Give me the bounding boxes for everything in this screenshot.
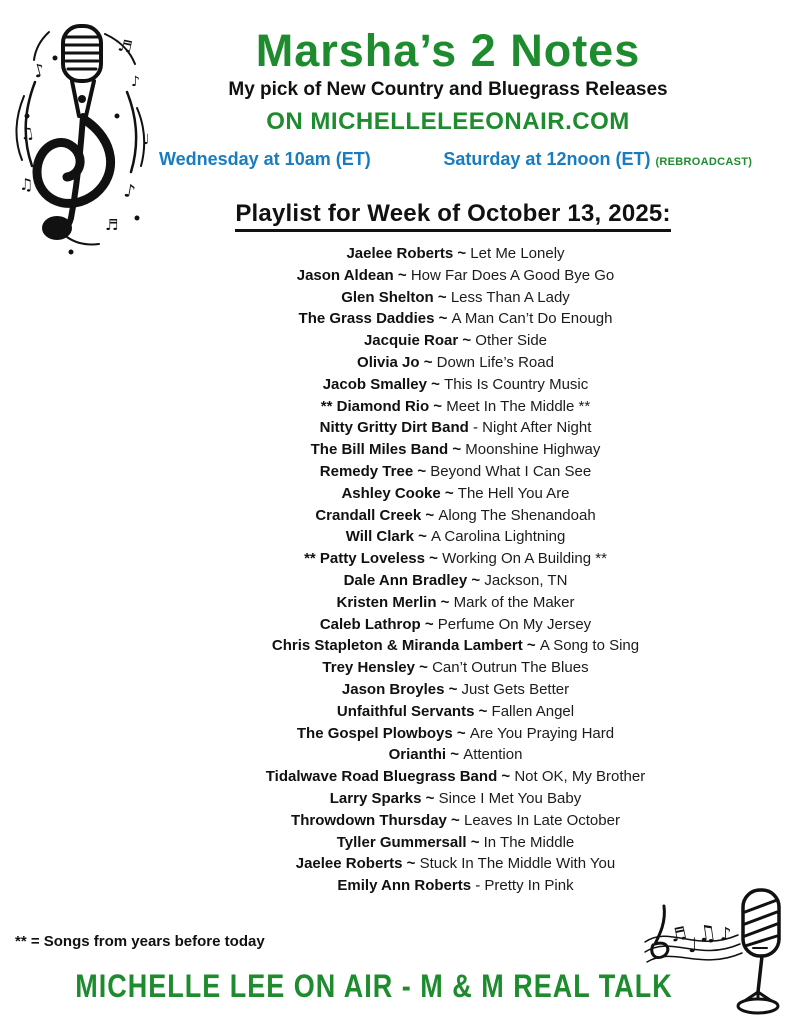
song-title: Night After Night bbox=[482, 419, 592, 437]
svg-text:♪: ♪ bbox=[122, 180, 138, 203]
playlist-row bbox=[120, 744, 791, 766]
artist-name: Orianthi bbox=[388, 746, 447, 764]
song-title: A Carolina Lightning bbox=[431, 528, 566, 546]
artist-name: Chris Stapleton & Miranda Lambert bbox=[271, 637, 523, 655]
artist-name: ** Patty Loveless bbox=[304, 550, 425, 568]
song-title: Fallen Angel bbox=[491, 702, 575, 720]
artist-name: Jason Broyles bbox=[341, 680, 445, 698]
song-title: Down Life’s Road bbox=[436, 353, 554, 371]
playlist-row bbox=[120, 265, 791, 287]
schedule-wednesday: Wednesday at 10am (ET) bbox=[158, 149, 371, 170]
separator: ~ bbox=[446, 746, 464, 764]
song-title: Just Gets Better bbox=[461, 680, 570, 698]
artist-name: Ashley Cooke bbox=[341, 484, 441, 502]
song-title: Attention bbox=[463, 746, 523, 764]
artist-name: The Bill Miles Band bbox=[310, 441, 449, 459]
schedule-saturday-time: Saturday at 12noon (ET) bbox=[443, 149, 651, 170]
playlist-row bbox=[120, 766, 791, 788]
separator: - bbox=[468, 419, 483, 437]
playlist-row bbox=[120, 417, 791, 439]
playlist-row bbox=[120, 352, 791, 374]
svg-text:♩: ♩ bbox=[143, 132, 150, 148]
song-title: A Song to Sing bbox=[539, 637, 640, 655]
playlist-row bbox=[120, 505, 791, 527]
separator: - bbox=[471, 877, 485, 895]
playlist-row bbox=[120, 570, 791, 592]
separator: ~ bbox=[452, 724, 470, 742]
separator: ~ bbox=[458, 332, 476, 350]
artist-name: Olivia Jo bbox=[357, 353, 420, 371]
playlist-row bbox=[120, 657, 791, 679]
separator: ~ bbox=[444, 680, 462, 698]
playlist-row bbox=[120, 526, 791, 548]
playlist-heading: Playlist for Week of October 13, 2025: bbox=[235, 200, 670, 232]
artist-name: ** Diamond Rio bbox=[320, 397, 430, 415]
artist-name: Jaelee Roberts bbox=[346, 245, 454, 262]
separator: ~ bbox=[426, 375, 445, 393]
song-title: Moonshine Highway bbox=[465, 441, 601, 459]
page-title: Marsha’s 2 Notes bbox=[255, 25, 641, 76]
artist-name: Will Clark bbox=[345, 528, 414, 546]
separator: ~ bbox=[421, 789, 439, 807]
separator: ~ bbox=[440, 484, 458, 502]
song-title: The Hell You Are bbox=[457, 484, 570, 502]
song-title: Leaves In Late October bbox=[464, 811, 620, 829]
playlist-row bbox=[120, 788, 791, 810]
playlist-row bbox=[120, 287, 791, 309]
song-title: Since I Met You Baby bbox=[438, 789, 582, 807]
song-title: Meet In The Middle ** bbox=[446, 397, 591, 415]
svg-text:♪: ♪ bbox=[720, 924, 732, 945]
footer-title: MICHELLE LEE ON AIR - M & M REAL TALK bbox=[75, 968, 673, 1004]
artist-name: Glen Shelton bbox=[341, 288, 434, 306]
song-title: Mark of the Maker bbox=[453, 593, 575, 611]
playlist-row bbox=[120, 330, 791, 352]
artist-name: The Grass Daddies bbox=[298, 310, 435, 328]
separator: ~ bbox=[429, 397, 447, 415]
schedule-saturday bbox=[415, 149, 781, 170]
song-title: This Is Country Music bbox=[444, 375, 589, 393]
artist-name: Jacquie Roar bbox=[363, 332, 459, 350]
svg-text:♪: ♪ bbox=[131, 74, 140, 90]
song-title: Pretty In Pink bbox=[484, 877, 574, 895]
svg-text:♫: ♫ bbox=[18, 122, 36, 144]
playlist-row bbox=[120, 701, 791, 723]
artist-name: The Gospel Plowboys bbox=[296, 724, 453, 742]
playlist-row bbox=[120, 723, 791, 745]
playlist-row bbox=[120, 461, 791, 483]
artist-name: Remedy Tree bbox=[319, 462, 414, 480]
playlist-row bbox=[120, 548, 791, 570]
separator: ~ bbox=[413, 462, 431, 480]
separator: ~ bbox=[420, 615, 438, 633]
playlist-row bbox=[120, 679, 791, 701]
artist-name: Jason Aldean bbox=[296, 266, 394, 284]
song-title: Not OK, My Brother bbox=[514, 768, 646, 786]
separator: ~ bbox=[436, 593, 454, 611]
separator: ~ bbox=[414, 659, 433, 677]
playlist-row bbox=[120, 614, 791, 636]
artist-name: Dale Ann Bradley bbox=[343, 571, 468, 589]
artist-name: Crandall Creek bbox=[315, 506, 422, 524]
separator: ~ bbox=[419, 353, 437, 371]
song-title: Other Side bbox=[475, 332, 548, 350]
song-title: Along The Shenandoah bbox=[438, 506, 596, 524]
footnote: ** = Songs from years before today bbox=[15, 933, 265, 950]
artist-name: Jacob Smalley bbox=[322, 375, 427, 393]
song-title: Can’t Outrun The Blues bbox=[432, 659, 589, 677]
playlist bbox=[120, 243, 791, 897]
separator: ~ bbox=[424, 550, 443, 568]
separator: ~ bbox=[433, 288, 451, 306]
artist-name: Unfaithful Servants bbox=[336, 702, 475, 720]
separator: ~ bbox=[522, 637, 540, 655]
playlist-row bbox=[120, 832, 791, 854]
artist-name: Jaelee Roberts bbox=[295, 855, 403, 873]
separator: ~ bbox=[421, 506, 439, 524]
website-line: ON MICHELLELEEONAIR.COM bbox=[266, 108, 630, 136]
artist-name: Larry Sparks bbox=[329, 789, 422, 807]
song-title: Less Than A Lady bbox=[450, 288, 570, 306]
artist-name: Nitty Gritty Dirt Band bbox=[319, 419, 469, 437]
playlist-heading-wrap bbox=[115, 200, 791, 232]
artist-name: Emily Ann Roberts bbox=[337, 877, 472, 895]
song-title: Jackson, TN bbox=[484, 571, 568, 589]
separator: ~ bbox=[434, 310, 452, 328]
separator: ~ bbox=[402, 855, 420, 873]
svg-text:♫: ♫ bbox=[695, 920, 719, 948]
playlist-row bbox=[120, 483, 791, 505]
song-title: Stuck In The Middle With You bbox=[419, 855, 616, 873]
separator: ~ bbox=[467, 571, 485, 589]
artist-name: Tidalwave Road Bluegrass Band bbox=[265, 768, 498, 786]
song-title: Working On A Building ** bbox=[442, 550, 607, 568]
playlist-row bbox=[120, 853, 791, 875]
artist-name: Tyller Gummersall bbox=[336, 833, 467, 851]
header bbox=[115, 26, 781, 170]
song-title: Beyond What I Can See bbox=[430, 462, 592, 480]
separator: ~ bbox=[453, 245, 471, 262]
song-title: Are You Praying Hard bbox=[469, 724, 615, 742]
song-title: In The Middle bbox=[483, 833, 575, 851]
schedule-row bbox=[115, 149, 781, 170]
playlist-row bbox=[120, 396, 791, 418]
svg-text:♬: ♬ bbox=[668, 922, 689, 947]
song-title: Perfume On My Jersey bbox=[437, 615, 592, 633]
rebroadcast-label: (REBROADCAST) bbox=[655, 156, 753, 169]
song-title: Let Me Lonely bbox=[470, 245, 565, 262]
playlist-row bbox=[120, 308, 791, 330]
svg-text:♪: ♪ bbox=[30, 59, 48, 83]
svg-text:♬: ♬ bbox=[116, 35, 135, 57]
microphone-music-notes-illustration bbox=[640, 880, 790, 1020]
svg-text:♫: ♫ bbox=[19, 175, 34, 194]
playlist-row bbox=[120, 810, 791, 832]
svg-text:♩: ♩ bbox=[688, 933, 698, 957]
artist-name: Trey Hensley bbox=[322, 659, 415, 677]
artist-name: Throwdown Thursday bbox=[291, 811, 447, 829]
playlist-row bbox=[120, 439, 791, 461]
page-subtitle: My pick of New Country and Bluegrass Releases bbox=[228, 79, 668, 101]
song-title: How Far Does A Good Bye Go bbox=[410, 266, 615, 284]
playlist-row bbox=[120, 243, 791, 265]
svg-text:♬: ♬ bbox=[105, 216, 119, 234]
separator: ~ bbox=[466, 833, 484, 851]
song-title: A Man Can’t Do Enough bbox=[451, 310, 613, 328]
playlist-row bbox=[120, 374, 791, 396]
playlist-row bbox=[120, 635, 791, 657]
artist-name: Kristen Merlin bbox=[336, 593, 437, 611]
separator: ~ bbox=[413, 528, 432, 546]
separator: ~ bbox=[393, 266, 411, 284]
playlist-row bbox=[120, 592, 791, 614]
artist-name: Caleb Lathrop bbox=[319, 615, 421, 633]
separator: ~ bbox=[497, 768, 515, 786]
separator: ~ bbox=[474, 702, 492, 720]
separator: ~ bbox=[448, 441, 466, 459]
separator: ~ bbox=[446, 811, 464, 829]
